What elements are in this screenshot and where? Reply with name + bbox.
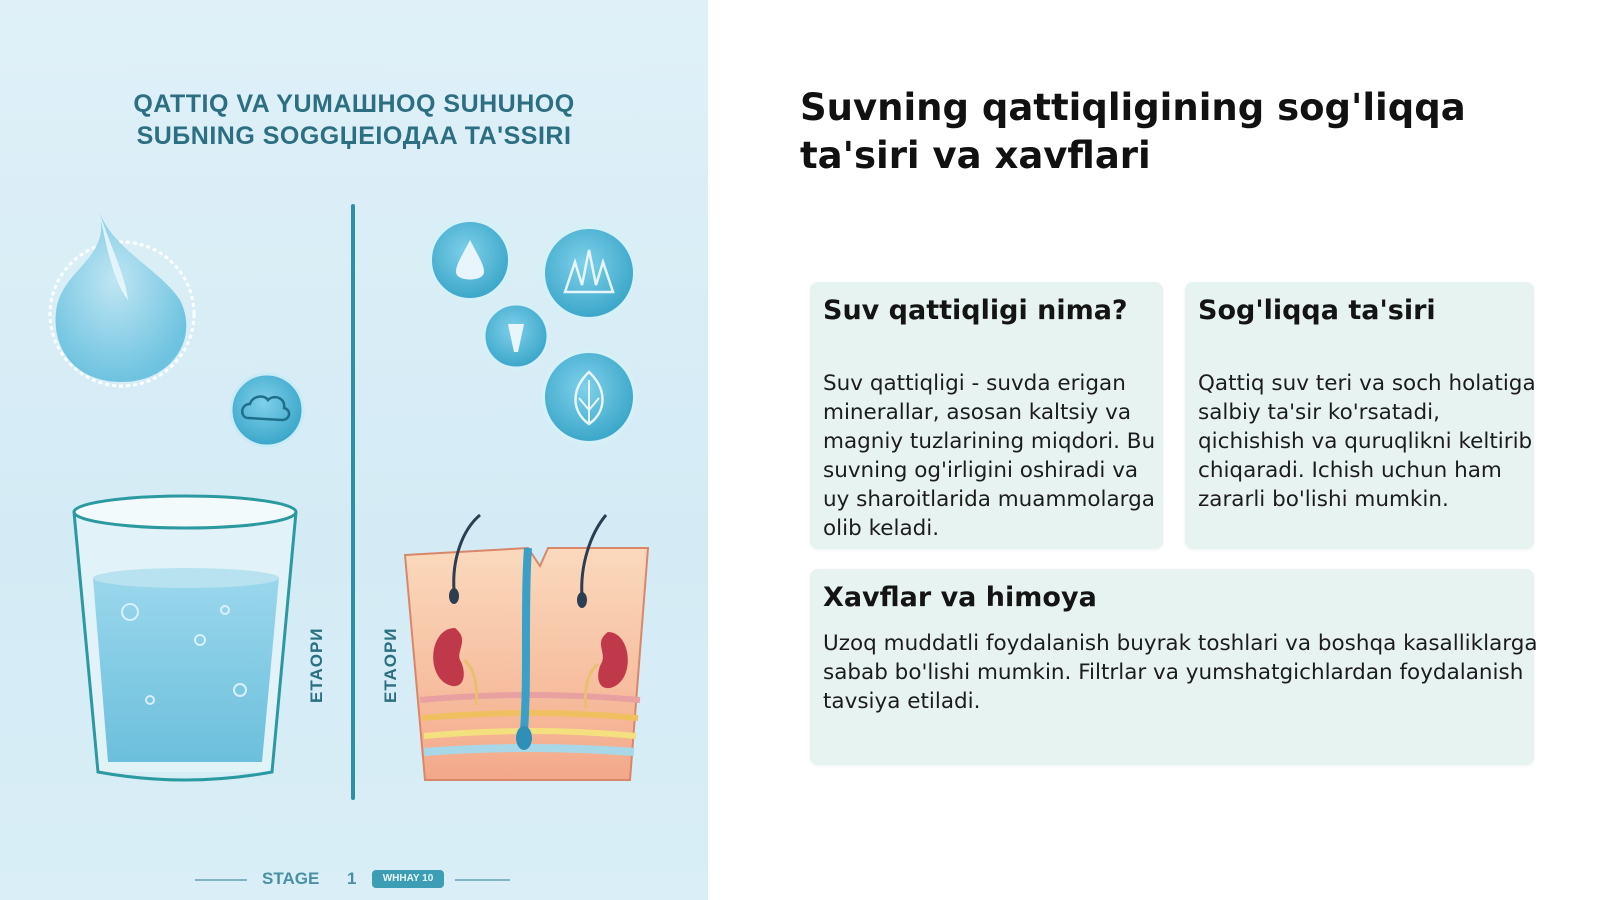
vertical-label-left: ETAOPИ [307,627,326,703]
illustration-title-line-2: SUБNING SOGGЏEIOДAA TA'SSIRI [136,122,572,150]
card-body: Qattiq suv teri va soch holatiga salbiy ta'sir ko'rsatadi, qichishish va quruqlikni keltirib chiqaradi. Ichish uchun ham zararli bo'lishi mumkin. [1198,371,1536,512]
card-heading: Xavflar va himoya [823,582,1097,613]
drop-circle-icon [430,220,510,300]
stage-line-left [195,879,247,881]
card-body: Suv qattiqligi - suvda erigan minerallar, asosan kaltsiy va magniy tuzlarining miqdori. Bu suvning og'irligini oshiradi va uy sharoitlarida muammolarga olib keladi. [823,371,1156,541]
vertical-label-right: ETAOPИ [381,627,400,703]
stage-label: STAGE [262,869,320,888]
stage-badge: WHHAY 10 [372,870,444,888]
plant-circle-icon [543,351,635,443]
tooth-circle-icon [484,304,548,368]
card-health-impact [1185,282,1534,549]
stage-indicator [0,868,708,890]
cloud-icon [231,374,303,446]
water-drop-icon [50,214,194,386]
divider-line [351,204,355,800]
card-heading: Sog'liqqa ta'siri [1198,295,1436,326]
card-risks-protection [810,569,1538,765]
leaf-circle-icon [543,227,635,319]
illustration-panel [0,0,708,900]
slide-title: Suvning qattiqligining sog'liqqa ta'siri va xavflari [800,86,1466,177]
card-heading: Suv qattiqligi nima? [823,295,1128,326]
stage-number: 1 [347,869,357,888]
illustration-title-line-1: QATTIQ VA YUMAШHOQ SUHUHOQ [133,90,575,118]
water-glass-icon [74,496,296,780]
card-body: Uzoq muddatli foydalanish buyrak toshlari va boshqa kasalliklarga sabab bo'lishi mumkin. Filtrlar va yumshatgichlardan foydalanish tavsiya etiladi. [823,631,1538,714]
card-water-hardness [810,282,1163,549]
stage-line-right [455,879,510,881]
